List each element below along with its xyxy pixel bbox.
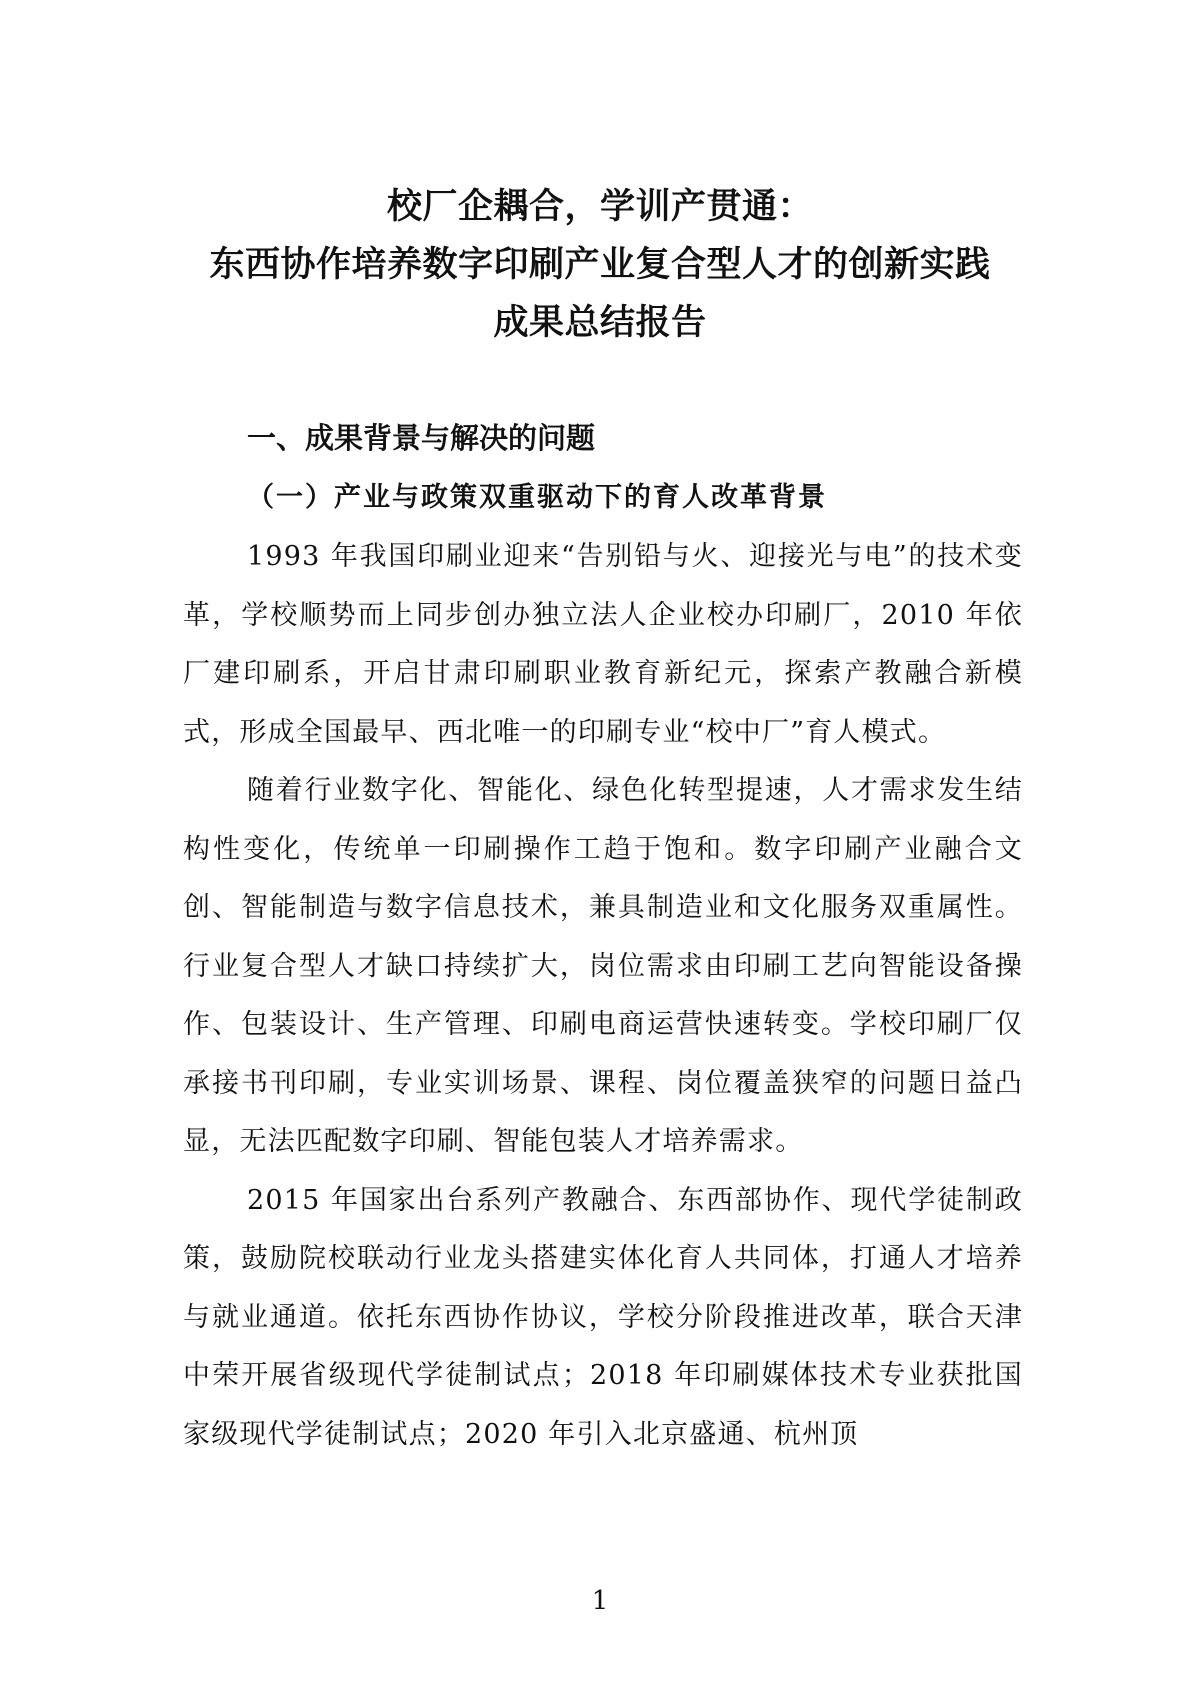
title-line-1: 校厂企耦合，学训产贯通： — [386, 187, 813, 227]
subsection-heading: （一）产业与政策双重驱动下的育人改革背景 — [247, 482, 827, 513]
title-line-3: 成果总结报告 — [493, 303, 707, 343]
body-paragraph: 1993 年我国印刷业迎来“告别铅与火、迎接光与电”的技术变革，学校顺势而上同步创办独立法人企业校办印刷厂，2010 年依厂建印刷系，开启甘肃印刷职业教育新纪元，探索产教融合新模式，形成全国最早、西北唯一的印刷专业“校中厂”育人模式。 — [183, 541, 1023, 748]
body-paragraph: 2015 年国家出台系列产教融合、东西部协作、现代学徒制政策，鼓励院校联动行业龙头搭建实体化育人共同体，打通人才培养与就业通道。依托东西协作协议，学校分阶段推进改革，联合天津中荣开展省级现代学徒制试点；2018 年印刷媒体技术专业获批国家级现代学徒制试点；2020 年引入北京盛通、杭州顶 — [183, 1184, 1023, 1450]
report-body — [183, 408, 1023, 1464]
title-line-2: 东西协作培养数字印刷产业复合型人才的创新实践 — [209, 245, 991, 285]
body-paragraph: 随着行业数字化、智能化、绿色化转型提速，人才需求发生结构性变化，传统单一印刷操作工趋于饱和。数字印刷产业融合文创、智能制造与数字信息技术，兼具制造业和文化服务双重属性。行业复合型人才缺口持续扩大，岗位需求由印刷工艺向智能设备操作、包装设计、生产管理、印刷电商运营快速转变。学校印刷厂仅承接书刊印刷，专业实训场景、课程、岗位覆盖狭窄的问题日益凸显，无法匹配数字印刷、智能包装人才培养需求。 — [183, 775, 1023, 1157]
report-title — [150, 178, 1050, 352]
section-heading: 一、成果背景与解决的问题 — [247, 421, 596, 455]
page-number: 1 — [591, 1586, 609, 1616]
